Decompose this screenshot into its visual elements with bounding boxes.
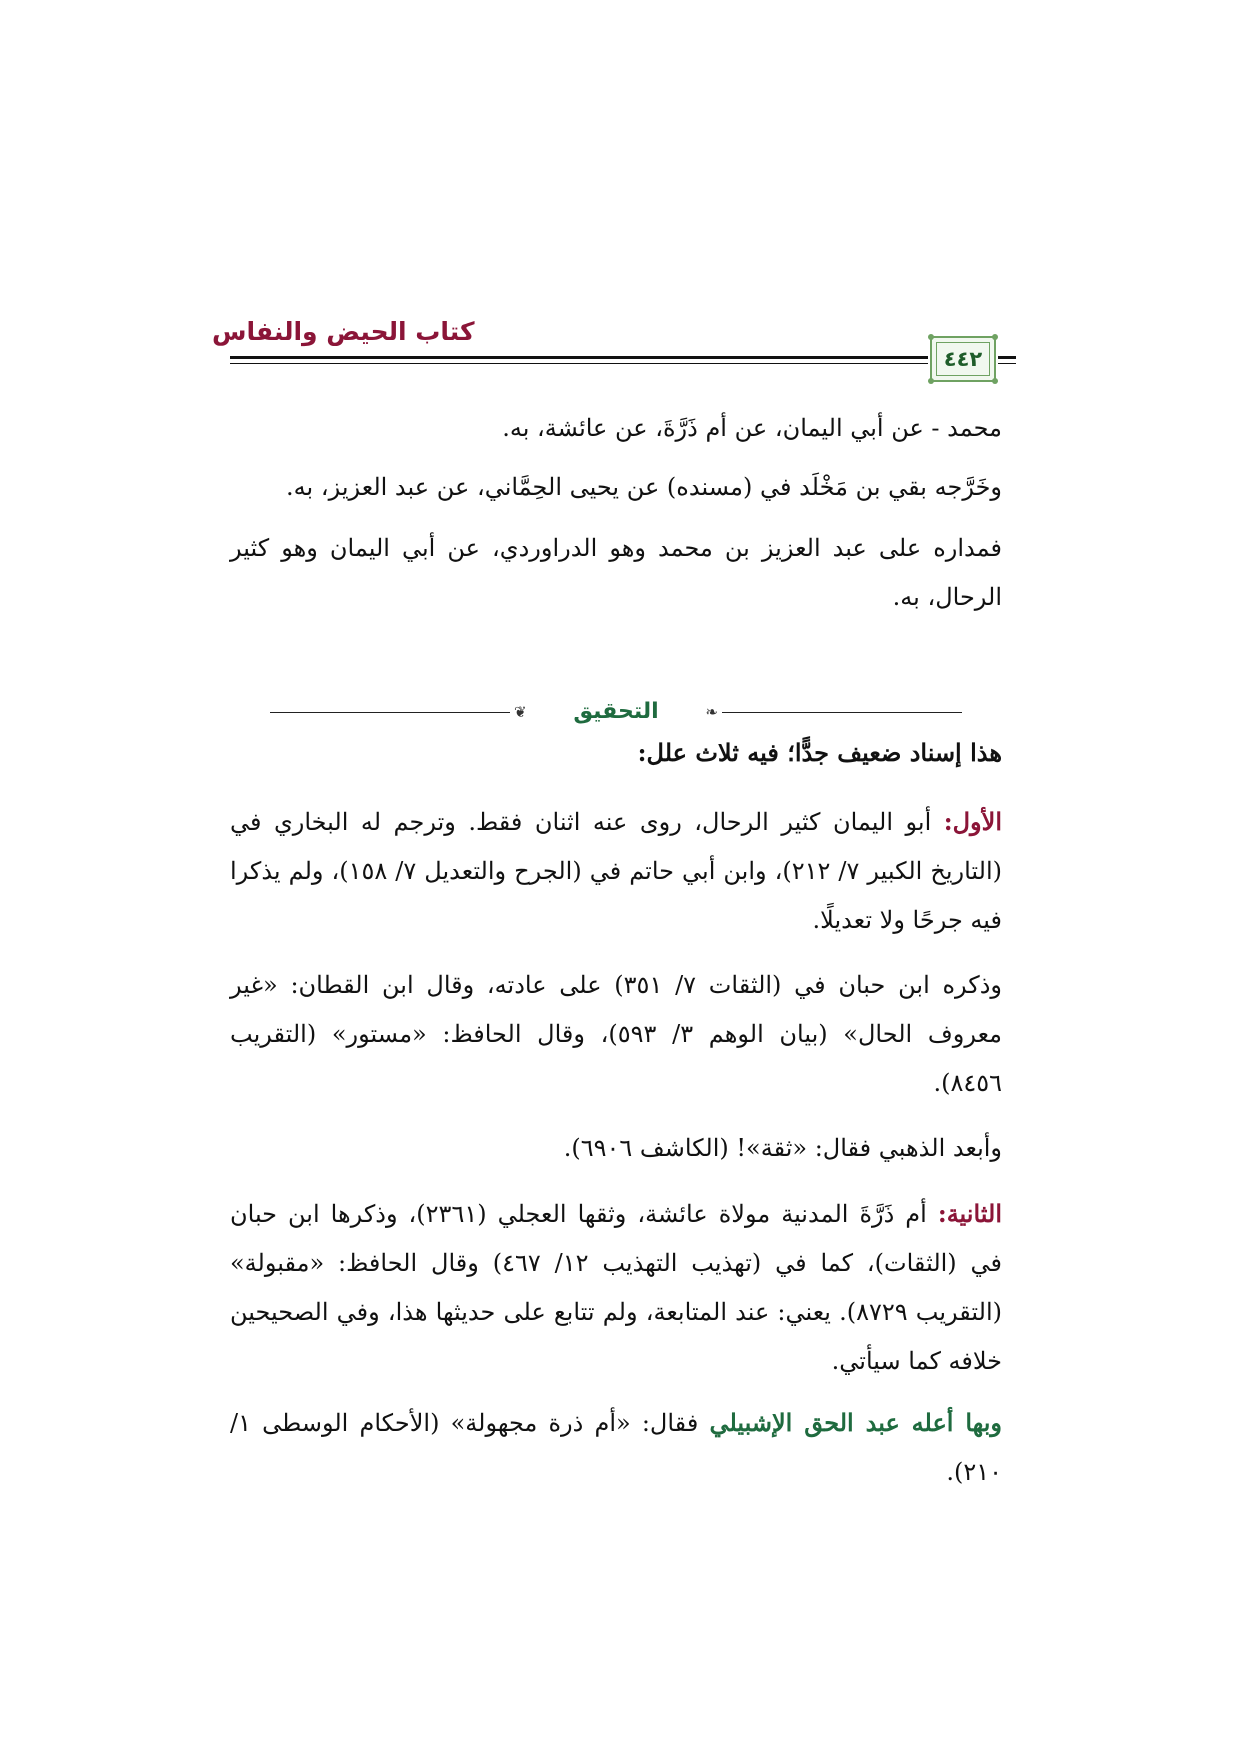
header-rule-top <box>230 356 928 359</box>
paragraph: وأبعد الذهبي فقال: «ثقة»! (الكاشف ٦٩٠٦). <box>563 1134 1002 1162</box>
paragraph-ishbili <box>230 1398 1002 1497</box>
section-intro: هذا إسناد ضعيف جدًّا؛ فيه ثلاث علل: <box>637 738 1002 767</box>
paragraph: وذكره ابن حبان في (الثقات ٧/ ٣٥١) على عادته، وقال ابن القطان: «غير معروف الحال» (بيان الوهم ٣/ ٥٩٣)، وقال الحافظ: «مستور» (التقريب ٨٤٥٦). <box>230 971 1002 1097</box>
page-number-frame <box>930 336 996 382</box>
paragraph: محمد - عن أبي اليمان، عن أم ذَرَّةَ، عن عائشة، به. <box>502 414 1002 442</box>
paragraph: وخَرَّجه بقي بن مَخْلَد في (مسنده) عن يحيى الحِمَّاني، عن عبد العزيز، به. <box>286 473 1002 501</box>
frame-ornament-icon <box>992 378 998 384</box>
ornament-icon: ❦ <box>514 703 527 721</box>
header-rule-right-top <box>998 356 1016 359</box>
text-block-top <box>230 404 1002 622</box>
ornament-icon: ❧ <box>705 703 718 721</box>
illa-second <box>230 1189 1002 1386</box>
section-divider <box>230 695 1002 729</box>
illa-text: أم ذَرَّةَ المدنية مولاة عائشة، وثقها العجلي (٢٣٦١)، وذكرها ابن حبان في (الثقات)، كما في (تهذيب التهذيب ١٢/ ٤٦٧) وقال الحافظ: «مقبولة» (التقريب ٨٧٢٩). يعني: عند المتابعة، ولم تتابع على حديثها هذا، وفي الصحيحين خلافه كما سيأتي. <box>230 1200 1003 1375</box>
illa-label: الأول: <box>943 807 1002 836</box>
paragraph-text: فقال: «أم ذرة مجهولة» (الأحكام الوسطى ١/ ٢١٠). <box>230 1409 1002 1486</box>
text-block-body <box>230 728 1002 1497</box>
frame-ornament-icon <box>928 378 934 384</box>
header-rule-right-bottom <box>998 363 1016 364</box>
scholar-name: وبها أعله عبد الحق الإشبيلي <box>709 1408 1002 1437</box>
frame-ornament-icon <box>928 334 934 340</box>
illa-label: الثانية: <box>937 1199 1003 1228</box>
page-number: ٤٤٢ <box>943 347 983 371</box>
running-title: كتاب الحيض والنفاس <box>212 317 475 346</box>
illa-text: أبو اليمان كثير الرحال، روى عنه اثنان فقط. وترجم له البخاري في (التاريخ الكبير ٧/ ٢١٢)، وابن أبي حاتم في (الجرح والتعديل ٧/ ١٥٨)، ولم يذكرا فيه جرحًا ولا تعديلًا. <box>230 808 1002 934</box>
paragraph: فمداره على عبد العزيز بن محمد وهو الدراوردي، عن أبي اليمان وهو كثير الرحال، به. <box>230 534 1002 611</box>
illa-first <box>230 797 1002 945</box>
section-title: التحقيق <box>573 699 659 724</box>
frame-ornament-icon <box>992 334 998 340</box>
header-rule-bottom <box>230 363 928 364</box>
